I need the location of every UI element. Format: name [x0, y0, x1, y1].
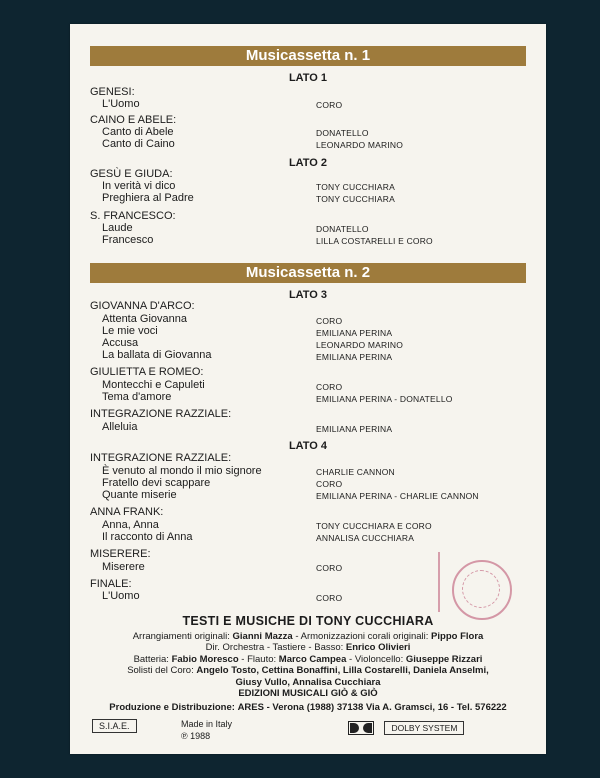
track-performer: ANNALISA CUCCHIARA: [316, 533, 415, 543]
year-label: ℗ 1988: [181, 731, 211, 741]
credit-label: Produzione e Distribuzione:: [109, 701, 235, 713]
stamp-mark: [438, 552, 440, 612]
track-title: Attenta Giovanna: [102, 313, 188, 325]
cassette-2-header: Musicassetta n. 2: [90, 263, 526, 283]
track-title: Le mie voci: [102, 325, 158, 337]
credits-block: [70, 616, 546, 713]
track-title: La ballata di Giovanna: [102, 349, 212, 361]
group-title: MISERERE:: [90, 548, 151, 560]
track-performer: CORO: [316, 100, 343, 110]
credit-name: Marco Campea: [278, 653, 347, 665]
publisher: EDIZIONI MUSICALI GIÒ & GIÒ: [238, 688, 378, 699]
track-title: Tema d'amore: [102, 391, 172, 403]
track-title: Laude: [102, 222, 133, 234]
track-performer: LEONARDO MARINO: [316, 140, 404, 150]
track-performer: DONATELLO: [316, 224, 369, 234]
group-title: FINALE:: [90, 578, 132, 590]
credits-line: [70, 677, 546, 689]
credits-line: [70, 688, 546, 700]
track-title: Accusa: [102, 337, 139, 349]
track-performer: CORO: [316, 563, 343, 573]
group-title: INTEGRAZIONE RAZZIALE:: [90, 408, 232, 420]
credit-name: ARES - Verona (1988) 37138 Via A. Gramsci, 16 - Tel. 576222: [237, 701, 507, 713]
track-performer: TONY CUCCHIARA: [316, 182, 395, 192]
credits-line: [70, 702, 546, 714]
credit-label: - Flauto:: [241, 653, 277, 665]
group-title: GESÙ E GIUDA:: [90, 168, 173, 180]
track-title: Canto di Abele: [102, 126, 174, 138]
track-title: Fratello devi scappare: [102, 477, 211, 489]
track-title: Miserere: [102, 561, 145, 573]
dolby-label: DOLBY SYSTEM: [384, 721, 464, 735]
credits-title: TESTI E MUSICHE DI TONY CUCCHIARA: [182, 614, 434, 628]
group-title: GIULIETTA E ROMEO:: [90, 366, 204, 378]
cassette-insert-card: [70, 24, 546, 754]
track-performer: EMILIANA PERINA: [316, 328, 393, 338]
track-title: Anna, Anna: [102, 519, 159, 531]
track-performer: LEONARDO MARINO: [316, 340, 404, 350]
track-title: Quante miserie: [102, 489, 177, 501]
track-performer: TONY CUCCHIARA E CORO: [316, 521, 432, 531]
track-title: Preghiera al Padre: [102, 192, 194, 204]
credit-label: Solisti del Coro:: [127, 665, 194, 676]
credit-name: Gianni Mazza: [232, 630, 293, 642]
side-2-label: LATO 2: [288, 157, 328, 169]
made-in-label: Made in Italy: [181, 719, 233, 729]
track-title: L'Uomo: [102, 98, 140, 110]
credit-name: Angelo Tosto, Cettina Bonaffini, Lilla Costarelli, Daniela Anselmi,: [196, 665, 489, 676]
track-performer: CORO: [316, 316, 343, 326]
track-performer: EMILIANA PERINA - DONATELLO: [316, 394, 453, 404]
side-1-label: LATO 1: [288, 72, 328, 84]
credit-label: Arrangiamenti originali:: [132, 630, 230, 642]
track-title: Canto di Caino: [102, 138, 175, 150]
track-performer: CORO: [316, 593, 343, 603]
cassette-1-header: Musicassetta n. 1: [90, 46, 526, 66]
made-in-italy: [181, 718, 232, 742]
credit-name: Enrico Olivieri: [345, 642, 411, 653]
credit-label: Batteria:: [133, 653, 169, 665]
credits-line: [70, 654, 546, 666]
track-performer: EMILIANA PERINA - CHARLIE CANNON: [316, 491, 479, 501]
siae-box: S.I.A.E.: [92, 719, 137, 733]
credit-name: Fabio Moresco: [171, 653, 239, 665]
track-performer: CHARLIE CANNON: [316, 467, 395, 477]
track-title: Alleluia: [102, 421, 138, 433]
track-performer: CORO: [316, 382, 343, 392]
track-performer: LILLA COSTARELLI E CORO: [316, 236, 433, 246]
track-performer: DONATELLO: [316, 128, 369, 138]
dolby-badge: [348, 719, 464, 737]
track-title: L'Uomo: [102, 590, 140, 602]
group-title: GENESI:: [90, 86, 135, 98]
credit-label: Dir. Orchestra - Tastiere - Basso:: [205, 642, 344, 653]
track-performer: EMILIANA PERINA: [316, 352, 393, 362]
track-title: Il racconto di Anna: [102, 531, 193, 543]
track-title: In verità vi dico: [102, 180, 176, 192]
group-title: ANNA FRANK:: [90, 506, 164, 518]
credits-line: [70, 631, 546, 643]
side-4-label: LATO 4: [288, 440, 328, 452]
dolby-logo-icon: [348, 721, 374, 735]
credit-name: Pippo Flora: [431, 630, 484, 642]
track-performer: EMILIANA PERINA: [316, 424, 393, 434]
credits-line: [70, 665, 546, 677]
group-title: GIOVANNA D'ARCO:: [90, 300, 195, 312]
group-title: S. FRANCESCO:: [90, 210, 176, 222]
side-3-label: LATO 3: [288, 289, 328, 301]
track-performer: TONY CUCCHIARA: [316, 194, 395, 204]
track-title: Francesco: [102, 234, 154, 246]
credit-name: Giusy Vullo, Annalisa Cucchiara: [235, 676, 381, 688]
siae-stamp: [452, 560, 512, 620]
group-title: CAINO E ABELE:: [90, 114, 177, 126]
credits-line: [70, 642, 546, 654]
track-title: È venuto al mondo il mio signore: [102, 465, 262, 477]
credit-label: - Armonizzazioni corali originali:: [295, 630, 429, 642]
credit-name: Giuseppe Rizzari: [405, 653, 483, 665]
credit-label: - Violoncello:: [349, 653, 404, 665]
track-performer: CORO: [316, 479, 343, 489]
group-title: INTEGRAZIONE RAZZIALE:: [90, 452, 232, 464]
track-title: Montecchi e Capuleti: [102, 379, 205, 391]
